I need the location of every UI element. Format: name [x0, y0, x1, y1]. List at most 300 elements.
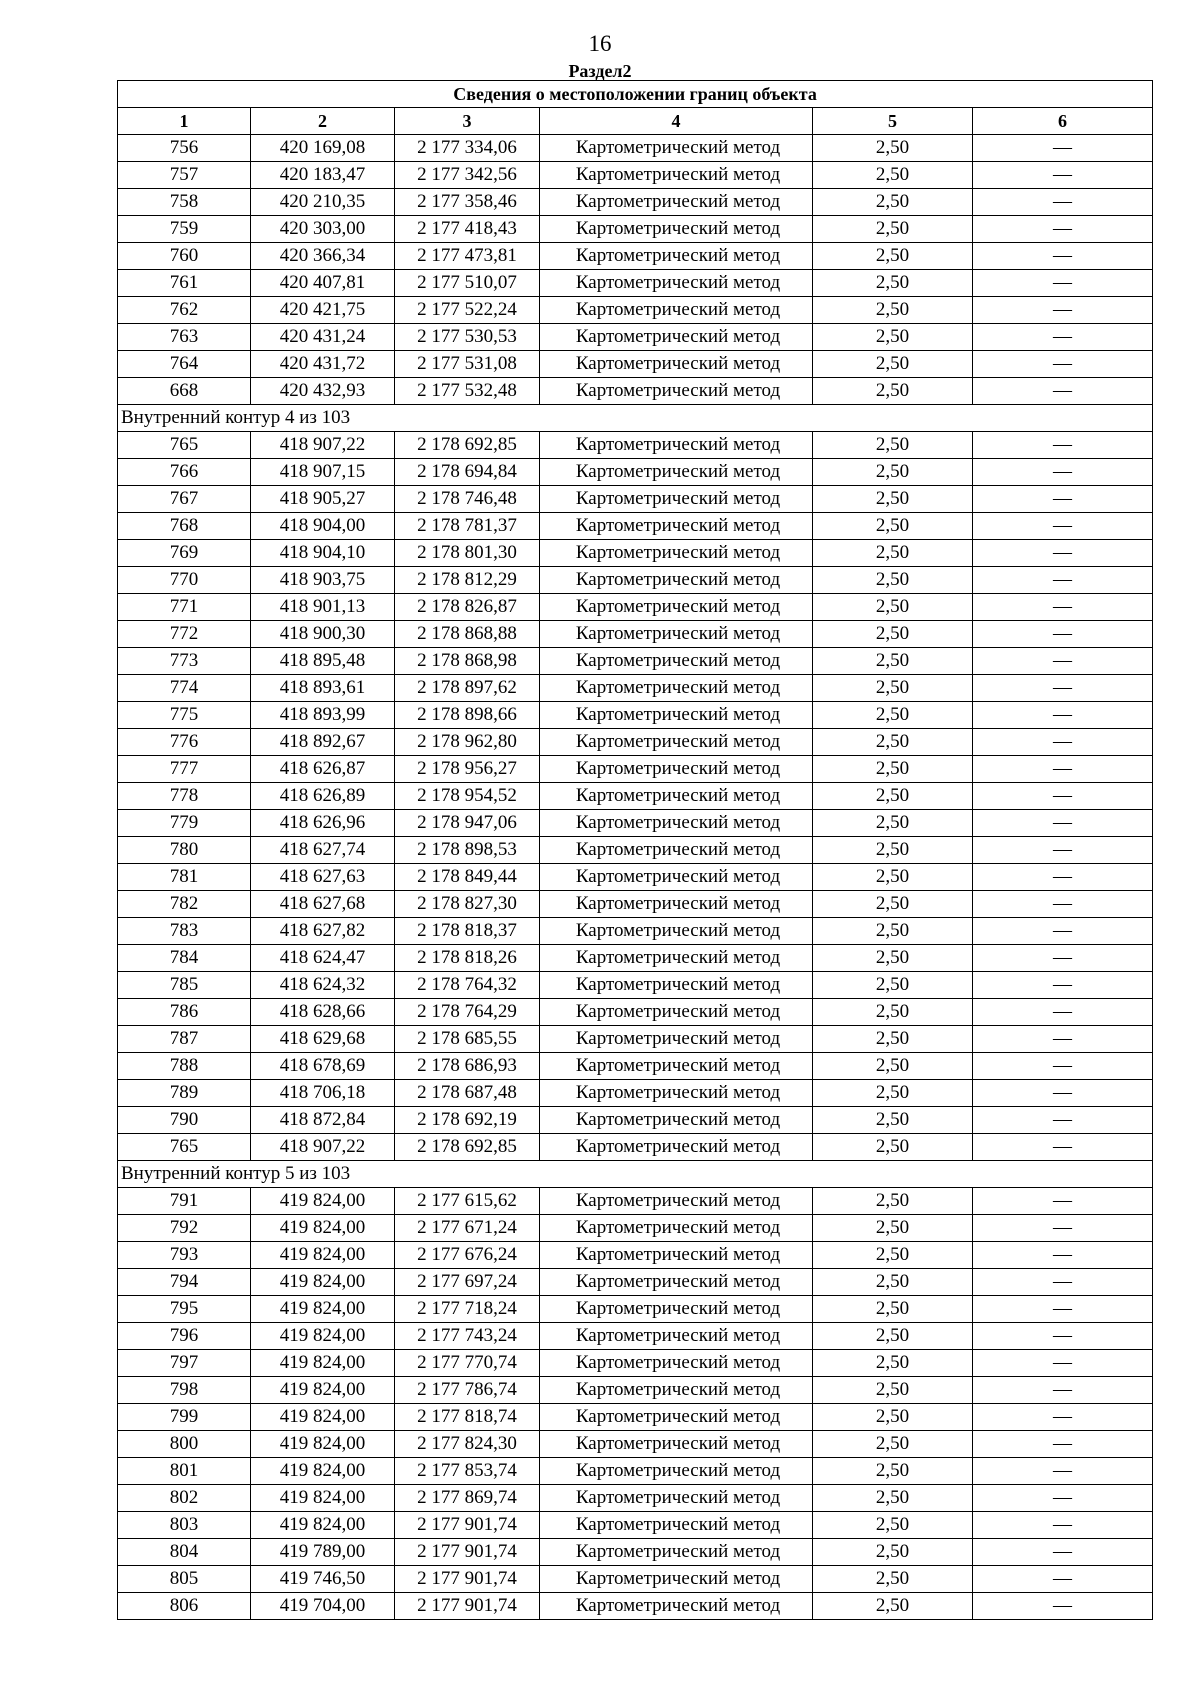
accuracy-cell: 2,50 [813, 945, 973, 972]
table-row [118, 1458, 1153, 1485]
point-number-cell: 762 [118, 297, 251, 324]
accuracy-cell: 2,50 [813, 513, 973, 540]
coord-x-cell: 418 706,18 [251, 1080, 395, 1107]
coord-y-cell: 2 178 868,88 [395, 621, 540, 648]
coord-y-cell: 2 178 818,26 [395, 945, 540, 972]
coord-x-cell: 418 893,61 [251, 675, 395, 702]
method-cell: Картометрический метод [540, 729, 813, 756]
method-cell: Картометрический метод [540, 162, 813, 189]
description-cell: — [973, 945, 1153, 972]
table-row [118, 972, 1153, 999]
accuracy-cell: 2,50 [813, 1242, 973, 1269]
coord-x-cell: 419 824,00 [251, 1512, 395, 1539]
accuracy-cell: 2,50 [813, 1026, 973, 1053]
point-number-cell: 806 [118, 1593, 251, 1620]
accuracy-cell: 2,50 [813, 567, 973, 594]
method-cell: Картометрический метод [540, 1053, 813, 1080]
method-cell: Картометрический метод [540, 810, 813, 837]
point-number-cell: 771 [118, 594, 251, 621]
accuracy-cell: 2,50 [813, 1539, 973, 1566]
coord-x-cell: 420 210,35 [251, 189, 395, 216]
description-cell: — [973, 675, 1153, 702]
coord-x-cell: 418 907,22 [251, 1134, 395, 1161]
coord-x-cell: 419 824,00 [251, 1404, 395, 1431]
table-row [118, 540, 1153, 567]
coord-y-cell: 2 178 962,80 [395, 729, 540, 756]
coord-y-cell: 2 177 358,46 [395, 189, 540, 216]
accuracy-cell: 2,50 [813, 972, 973, 999]
table-row [118, 891, 1153, 918]
description-cell: — [973, 1377, 1153, 1404]
description-cell: — [973, 594, 1153, 621]
accuracy-cell: 2,50 [813, 1080, 973, 1107]
coord-y-cell: 2 178 686,93 [395, 1053, 540, 1080]
coord-x-cell: 418 626,87 [251, 756, 395, 783]
description-cell: — [973, 783, 1153, 810]
description-cell: — [973, 567, 1153, 594]
method-cell: Картометрический метод [540, 702, 813, 729]
point-number-cell: 786 [118, 999, 251, 1026]
method-cell: Картометрический метод [540, 837, 813, 864]
point-number-cell: 801 [118, 1458, 251, 1485]
coord-x-cell: 418 624,32 [251, 972, 395, 999]
point-number-cell: 790 [118, 1107, 251, 1134]
table-row [118, 1404, 1153, 1431]
description-cell: — [973, 1458, 1153, 1485]
coord-y-cell: 2 177 510,07 [395, 270, 540, 297]
description-cell: — [973, 1296, 1153, 1323]
point-number-cell: 804 [118, 1539, 251, 1566]
table-row [118, 1323, 1153, 1350]
table-row [118, 324, 1153, 351]
method-cell: Картометрический метод [540, 1296, 813, 1323]
table-row [118, 1296, 1153, 1323]
method-cell: Картометрический метод [540, 459, 813, 486]
method-cell: Картометрический метод [540, 1566, 813, 1593]
coord-y-cell: 2 177 743,24 [395, 1323, 540, 1350]
point-number-cell: 767 [118, 486, 251, 513]
table-row [118, 567, 1153, 594]
coord-y-cell: 2 178 897,62 [395, 675, 540, 702]
method-cell: Картометрический метод [540, 216, 813, 243]
description-cell: — [973, 1188, 1153, 1215]
description-cell: — [973, 1215, 1153, 1242]
coord-x-cell: 418 678,69 [251, 1053, 395, 1080]
point-number-cell: 765 [118, 1134, 251, 1161]
description-cell: — [973, 1242, 1153, 1269]
point-number-cell: 781 [118, 864, 251, 891]
accuracy-cell: 2,50 [813, 1485, 973, 1512]
coord-y-cell: 2 177 615,62 [395, 1188, 540, 1215]
coord-x-cell: 418 900,30 [251, 621, 395, 648]
table-row [118, 486, 1153, 513]
accuracy-cell: 2,50 [813, 135, 973, 162]
coord-y-cell: 2 177 522,24 [395, 297, 540, 324]
point-number-cell: 773 [118, 648, 251, 675]
coord-y-cell: 2 178 826,87 [395, 594, 540, 621]
accuracy-cell: 2,50 [813, 1512, 973, 1539]
method-cell: Картометрический метод [540, 1215, 813, 1242]
description-cell: — [973, 1026, 1153, 1053]
accuracy-cell: 2,50 [813, 1458, 973, 1485]
method-cell: Картометрический метод [540, 1323, 813, 1350]
method-cell: Картометрический метод [540, 756, 813, 783]
method-cell: Картометрический метод [540, 297, 813, 324]
table-row [118, 513, 1153, 540]
coord-y-cell: 2 178 849,44 [395, 864, 540, 891]
coord-y-cell: 2 177 901,74 [395, 1539, 540, 1566]
page-number: 16 [588, 31, 612, 56]
column-header: 3 [395, 108, 540, 135]
table-body [118, 135, 1153, 1620]
column-number-row [118, 108, 1153, 135]
method-cell: Картометрический метод [540, 1350, 813, 1377]
table-row [118, 459, 1153, 486]
coord-x-cell: 418 904,10 [251, 540, 395, 567]
accuracy-cell: 2,50 [813, 1215, 973, 1242]
point-number-cell: 802 [118, 1485, 251, 1512]
description-cell: — [973, 432, 1153, 459]
point-number-cell: 757 [118, 162, 251, 189]
point-number-cell: 795 [118, 1296, 251, 1323]
point-number-cell: 784 [118, 945, 251, 972]
contour-label: Внутренний контур 4 из 103 [118, 405, 1153, 432]
description-cell: — [973, 1080, 1153, 1107]
point-number-cell: 768 [118, 513, 251, 540]
point-number-cell: 796 [118, 1323, 251, 1350]
column-header: 2 [251, 108, 395, 135]
point-number-cell: 668 [118, 378, 251, 405]
coord-y-cell: 2 177 901,74 [395, 1512, 540, 1539]
coord-x-cell: 418 629,68 [251, 1026, 395, 1053]
accuracy-cell: 2,50 [813, 1107, 973, 1134]
point-number-cell: 777 [118, 756, 251, 783]
table-row [118, 1350, 1153, 1377]
description-cell: — [973, 864, 1153, 891]
accuracy-cell: 2,50 [813, 891, 973, 918]
column-header: 4 [540, 108, 813, 135]
coord-y-cell: 2 177 786,74 [395, 1377, 540, 1404]
boundary-table [117, 80, 1153, 1620]
coord-y-cell: 2 178 746,48 [395, 486, 540, 513]
method-cell: Картометрический метод [540, 1512, 813, 1539]
accuracy-cell: 2,50 [813, 189, 973, 216]
accuracy-cell: 2,50 [813, 1404, 973, 1431]
table-row [118, 432, 1153, 459]
coord-y-cell: 2 177 697,24 [395, 1269, 540, 1296]
coord-x-cell: 418 626,89 [251, 783, 395, 810]
accuracy-cell: 2,50 [813, 837, 973, 864]
accuracy-cell: 2,50 [813, 432, 973, 459]
coord-x-cell: 419 824,00 [251, 1269, 395, 1296]
coord-x-cell: 419 824,00 [251, 1215, 395, 1242]
table-row [118, 729, 1153, 756]
point-number-cell: 766 [118, 459, 251, 486]
point-number-cell: 803 [118, 1512, 251, 1539]
accuracy-cell: 2,50 [813, 1134, 973, 1161]
description-cell: — [973, 540, 1153, 567]
coord-y-cell: 2 177 334,06 [395, 135, 540, 162]
table-row [118, 1539, 1153, 1566]
coord-y-cell: 2 178 818,37 [395, 918, 540, 945]
accuracy-cell: 2,50 [813, 1566, 973, 1593]
coord-y-cell: 2 178 692,19 [395, 1107, 540, 1134]
description-cell: — [973, 1593, 1153, 1620]
description-cell: — [973, 729, 1153, 756]
table-row [118, 297, 1153, 324]
point-number-cell: 798 [118, 1377, 251, 1404]
description-cell: — [973, 486, 1153, 513]
description-cell: — [973, 351, 1153, 378]
table-row [118, 648, 1153, 675]
coord-x-cell: 418 895,48 [251, 648, 395, 675]
point-number-cell: 788 [118, 1053, 251, 1080]
method-cell: Картометрический метод [540, 135, 813, 162]
table-row [118, 1269, 1153, 1296]
description-cell: — [973, 324, 1153, 351]
accuracy-cell: 2,50 [813, 1323, 973, 1350]
coord-y-cell: 2 177 671,24 [395, 1215, 540, 1242]
coord-x-cell: 418 905,27 [251, 486, 395, 513]
table-row [118, 1593, 1153, 1620]
accuracy-cell: 2,50 [813, 486, 973, 513]
coord-x-cell: 419 824,00 [251, 1188, 395, 1215]
coord-x-cell: 418 627,74 [251, 837, 395, 864]
coord-x-cell: 418 627,82 [251, 918, 395, 945]
contour-row [118, 1161, 1153, 1188]
table-row [118, 351, 1153, 378]
coord-x-cell: 418 903,75 [251, 567, 395, 594]
point-number-cell: 805 [118, 1566, 251, 1593]
table-row [118, 1188, 1153, 1215]
description-cell: — [973, 918, 1153, 945]
table-row [118, 756, 1153, 783]
accuracy-cell: 2,50 [813, 297, 973, 324]
coord-y-cell: 2 177 531,08 [395, 351, 540, 378]
coord-y-cell: 2 177 770,74 [395, 1350, 540, 1377]
accuracy-cell: 2,50 [813, 378, 973, 405]
method-cell: Картометрический метод [540, 270, 813, 297]
coord-x-cell: 419 824,00 [251, 1323, 395, 1350]
description-cell: — [973, 297, 1153, 324]
point-number-cell: 760 [118, 243, 251, 270]
method-cell: Картометрический метод [540, 1269, 813, 1296]
accuracy-cell: 2,50 [813, 1053, 973, 1080]
coord-y-cell: 2 178 781,37 [395, 513, 540, 540]
table-row [118, 1485, 1153, 1512]
accuracy-cell: 2,50 [813, 999, 973, 1026]
point-number-cell: 785 [118, 972, 251, 999]
point-number-cell: 761 [118, 270, 251, 297]
table-row [118, 1512, 1153, 1539]
column-header: 5 [813, 108, 973, 135]
coord-y-cell: 2 177 532,48 [395, 378, 540, 405]
table-row [118, 216, 1153, 243]
coord-x-cell: 420 169,08 [251, 135, 395, 162]
coord-y-cell: 2 178 692,85 [395, 432, 540, 459]
point-number-cell: 756 [118, 135, 251, 162]
point-number-cell: 791 [118, 1188, 251, 1215]
description-cell: — [973, 891, 1153, 918]
point-number-cell: 775 [118, 702, 251, 729]
method-cell: Картометрический метод [540, 540, 813, 567]
description-cell: — [973, 621, 1153, 648]
method-cell: Картометрический метод [540, 1404, 813, 1431]
description-cell: — [973, 459, 1153, 486]
coord-y-cell: 2 178 956,27 [395, 756, 540, 783]
method-cell: Картометрический метод [540, 189, 813, 216]
method-cell: Картометрический метод [540, 513, 813, 540]
coord-x-cell: 418 624,47 [251, 945, 395, 972]
accuracy-cell: 2,50 [813, 270, 973, 297]
method-cell: Картометрический метод [540, 432, 813, 459]
method-cell: Картометрический метод [540, 783, 813, 810]
method-cell: Картометрический метод [540, 1026, 813, 1053]
coord-y-cell: 2 178 947,06 [395, 810, 540, 837]
accuracy-cell: 2,50 [813, 1593, 973, 1620]
coord-y-cell: 2 177 718,24 [395, 1296, 540, 1323]
coord-y-cell: 2 177 901,74 [395, 1566, 540, 1593]
coord-x-cell: 419 789,00 [251, 1539, 395, 1566]
coord-x-cell: 419 824,00 [251, 1242, 395, 1269]
coord-y-cell: 2 178 764,29 [395, 999, 540, 1026]
method-cell: Картометрический метод [540, 1134, 813, 1161]
coord-x-cell: 419 824,00 [251, 1296, 395, 1323]
point-number-cell: 763 [118, 324, 251, 351]
coord-y-cell: 2 178 868,98 [395, 648, 540, 675]
accuracy-cell: 2,50 [813, 162, 973, 189]
accuracy-cell: 2,50 [813, 864, 973, 891]
point-number-cell: 787 [118, 1026, 251, 1053]
accuracy-cell: 2,50 [813, 675, 973, 702]
coord-x-cell: 419 824,00 [251, 1485, 395, 1512]
coord-x-cell: 419 824,00 [251, 1377, 395, 1404]
point-number-cell: 769 [118, 540, 251, 567]
accuracy-cell: 2,50 [813, 783, 973, 810]
description-cell: — [973, 1269, 1153, 1296]
description-cell: — [973, 837, 1153, 864]
description-cell: — [973, 1053, 1153, 1080]
coord-x-cell: 420 431,72 [251, 351, 395, 378]
coord-y-cell: 2 178 898,66 [395, 702, 540, 729]
method-cell: Картометрический метод [540, 594, 813, 621]
description-cell: — [973, 135, 1153, 162]
coord-x-cell: 419 824,00 [251, 1458, 395, 1485]
coord-y-cell: 2 178 764,32 [395, 972, 540, 999]
description-cell: — [973, 513, 1153, 540]
table-title: Сведения о местоположении границ объекта [118, 81, 1153, 108]
coord-y-cell: 2 177 818,74 [395, 1404, 540, 1431]
table-row [118, 1026, 1153, 1053]
method-cell: Картометрический метод [540, 891, 813, 918]
coord-x-cell: 420 183,47 [251, 162, 395, 189]
method-cell: Картометрический метод [540, 1242, 813, 1269]
point-number-cell: 776 [118, 729, 251, 756]
point-number-cell: 770 [118, 567, 251, 594]
coord-y-cell: 2 177 473,81 [395, 243, 540, 270]
method-cell: Картометрический метод [540, 864, 813, 891]
description-cell: — [973, 189, 1153, 216]
coord-y-cell: 2 178 692,85 [395, 1134, 540, 1161]
table-title-row [118, 81, 1153, 108]
coord-y-cell: 2 177 824,30 [395, 1431, 540, 1458]
section-label: Раздел2 [568, 61, 632, 81]
table-row [118, 1134, 1153, 1161]
coord-x-cell: 419 824,00 [251, 1431, 395, 1458]
coord-y-cell: 2 177 418,43 [395, 216, 540, 243]
coord-x-cell: 418 907,15 [251, 459, 395, 486]
coord-x-cell: 420 366,34 [251, 243, 395, 270]
coord-x-cell: 419 746,50 [251, 1566, 395, 1593]
coord-x-cell: 418 893,99 [251, 702, 395, 729]
table-row [118, 189, 1153, 216]
method-cell: Картометрический метод [540, 918, 813, 945]
method-cell: Картометрический метод [540, 972, 813, 999]
table-row [118, 135, 1153, 162]
coord-y-cell: 2 178 687,48 [395, 1080, 540, 1107]
description-cell: — [973, 972, 1153, 999]
coord-y-cell: 2 178 801,30 [395, 540, 540, 567]
accuracy-cell: 2,50 [813, 729, 973, 756]
table-row [118, 783, 1153, 810]
table-row [118, 675, 1153, 702]
point-number-cell: 774 [118, 675, 251, 702]
table-row [118, 621, 1153, 648]
coord-x-cell: 419 824,00 [251, 1350, 395, 1377]
method-cell: Картометрический метод [540, 1593, 813, 1620]
coord-x-cell: 418 872,84 [251, 1107, 395, 1134]
table-row [118, 999, 1153, 1026]
accuracy-cell: 2,50 [813, 459, 973, 486]
coord-y-cell: 2 178 685,55 [395, 1026, 540, 1053]
table-row [118, 1377, 1153, 1404]
column-header: 6 [973, 108, 1153, 135]
coord-x-cell: 420 432,93 [251, 378, 395, 405]
coord-x-cell: 418 626,96 [251, 810, 395, 837]
table-row [118, 1431, 1153, 1458]
accuracy-cell: 2,50 [813, 324, 973, 351]
table-row [118, 378, 1153, 405]
method-cell: Картометрический метод [540, 999, 813, 1026]
table-row [118, 270, 1153, 297]
description-cell: — [973, 702, 1153, 729]
table-row [118, 1107, 1153, 1134]
method-cell: Картометрический метод [540, 1188, 813, 1215]
point-number-cell: 758 [118, 189, 251, 216]
accuracy-cell: 2,50 [813, 540, 973, 567]
table-row [118, 837, 1153, 864]
method-cell: Картометрический метод [540, 1080, 813, 1107]
table-row [118, 1215, 1153, 1242]
column-header: 1 [118, 108, 251, 135]
coord-y-cell: 2 177 869,74 [395, 1485, 540, 1512]
description-cell: — [973, 378, 1153, 405]
method-cell: Картометрический метод [540, 1539, 813, 1566]
table-row [118, 594, 1153, 621]
coord-x-cell: 420 407,81 [251, 270, 395, 297]
table-row [118, 1053, 1153, 1080]
accuracy-cell: 2,50 [813, 621, 973, 648]
accuracy-cell: 2,50 [813, 1296, 973, 1323]
coord-y-cell: 2 178 898,53 [395, 837, 540, 864]
table-row [118, 1566, 1153, 1593]
coord-x-cell: 418 907,22 [251, 432, 395, 459]
coord-y-cell: 2 177 342,56 [395, 162, 540, 189]
description-cell: — [973, 1512, 1153, 1539]
accuracy-cell: 2,50 [813, 594, 973, 621]
method-cell: Картометрический метод [540, 1431, 813, 1458]
point-number-cell: 772 [118, 621, 251, 648]
